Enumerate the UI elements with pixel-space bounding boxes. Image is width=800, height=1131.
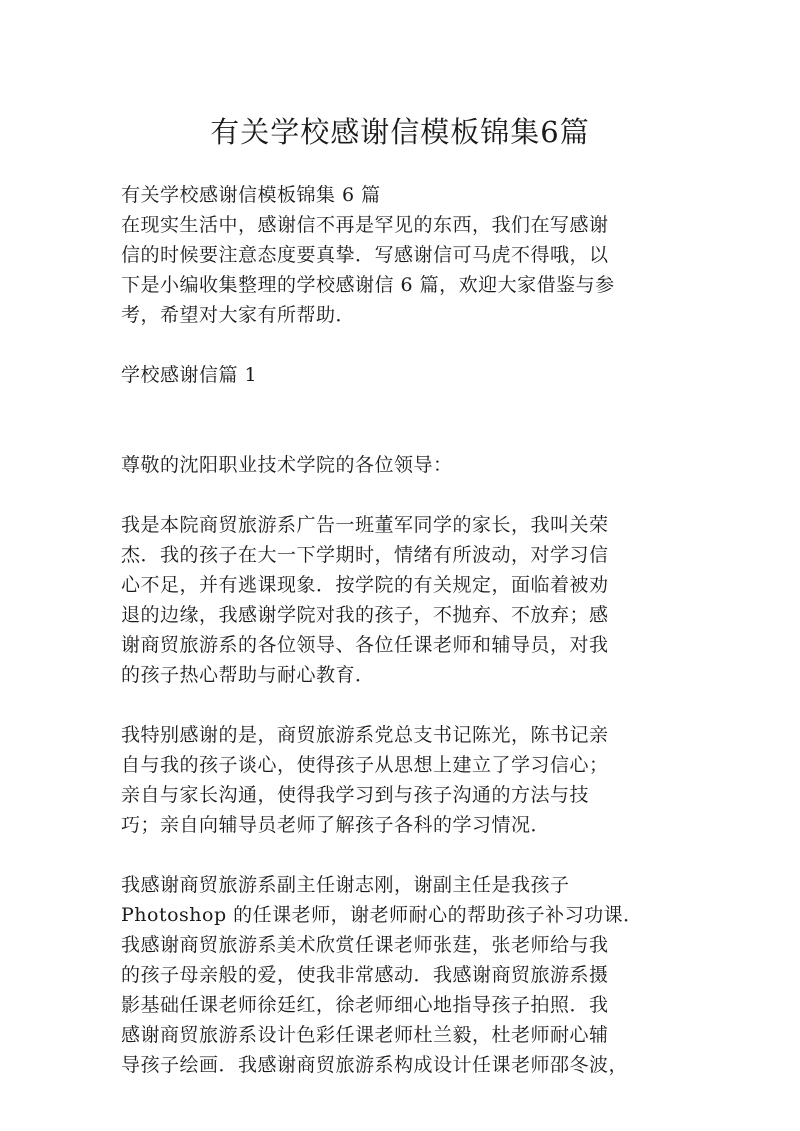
paragraph-1-line: 我是本院商贸旅游系广告一班董军同学的家长，我叫关荣 bbox=[121, 514, 609, 536]
paragraph-3-line: 我感谢商贸旅游系美术欣赏任课老师张莛，张老师给与我 bbox=[121, 934, 609, 956]
paragraph-1-line: 心不足，并有逃课现象．按学院的有关规定，面临着被劝 bbox=[121, 574, 609, 596]
paragraph-1-line: 谢商贸旅游系的各位领导、各位任课老师和辅导员，对我 bbox=[121, 634, 609, 656]
section-heading: 学校感谢信篇 1 bbox=[121, 364, 258, 386]
document-title: 有关学校感谢信模板锦集6篇 bbox=[210, 115, 590, 149]
paragraph-2-line: 亲自与家长沟通，使得我学习到与孩子沟通的方法与技 bbox=[121, 784, 590, 806]
paragraph-2-line: 我特别感谢的是，商贸旅游系党总支书记陈光，陈书记亲 bbox=[121, 724, 609, 746]
paragraph-1-line: 的孩子热心帮助与耐心教育． bbox=[121, 664, 375, 686]
intro-heading: 有关学校感谢信模板锦集 6 篇 bbox=[121, 184, 381, 206]
paragraph-spacer bbox=[121, 480, 669, 510]
paragraph-1-line: 杰．我的孩子在大一下学期时，情绪有所波动，对学习信 bbox=[121, 544, 609, 566]
paragraph-2-line: 自与我的孩子谈心，使得孩子从思想上建立了学习信心； bbox=[121, 754, 609, 776]
paragraph-spacer bbox=[121, 840, 669, 870]
paragraph-1-line: 退的边缘，我感谢学院对我的孩子，不抛弃、不放弃；感 bbox=[121, 604, 609, 626]
paragraph-3-line: 导孩子绘画．我感谢商贸旅游系构成设计任课老师邵冬波， bbox=[121, 1054, 629, 1076]
paragraph-3-line: 我感谢商贸旅游系副主任谢志刚，谢副主任是我孩子 bbox=[121, 874, 570, 896]
paragraph-spacer bbox=[121, 690, 669, 720]
paragraph-3-line: 感谢商贸旅游系设计色彩任课老师杜兰毅，杜老师耐心辅 bbox=[121, 1024, 609, 1046]
paragraph-spacer bbox=[121, 390, 669, 450]
paragraph-3-line: 影基础任课老师徐廷红，徐老师细心地指导孩子拍照．我 bbox=[121, 994, 609, 1016]
intro-line: 信的时候要注意态度要真挚．写感谢信可马虎不得哦，以 bbox=[121, 244, 609, 266]
intro-line: 下是小编收集整理的学校感谢信 6 篇，欢迎大家借鉴与参 bbox=[121, 274, 615, 296]
paragraph-2-line: 巧；亲自向辅导员老师了解孩子各科的学习情况． bbox=[121, 814, 551, 836]
intro-line: 考，希望对大家有所帮助． bbox=[121, 304, 356, 326]
paragraph-3-line: 的孩子母亲般的爱，使我非常感动．我感谢商贸旅游系摄 bbox=[121, 964, 609, 986]
document-body bbox=[121, 180, 669, 1080]
salutation: 尊敬的沈阳职业技术学院的各位领导： bbox=[121, 454, 453, 476]
paragraph-3-line: Photoshop 的任课老师，谢老师耐心的帮助孩子补习功课． bbox=[121, 904, 643, 926]
intro-line: 在现实生活中，感谢信不再是罕见的东西，我们在写感谢 bbox=[121, 214, 609, 236]
paragraph-spacer bbox=[121, 330, 669, 360]
